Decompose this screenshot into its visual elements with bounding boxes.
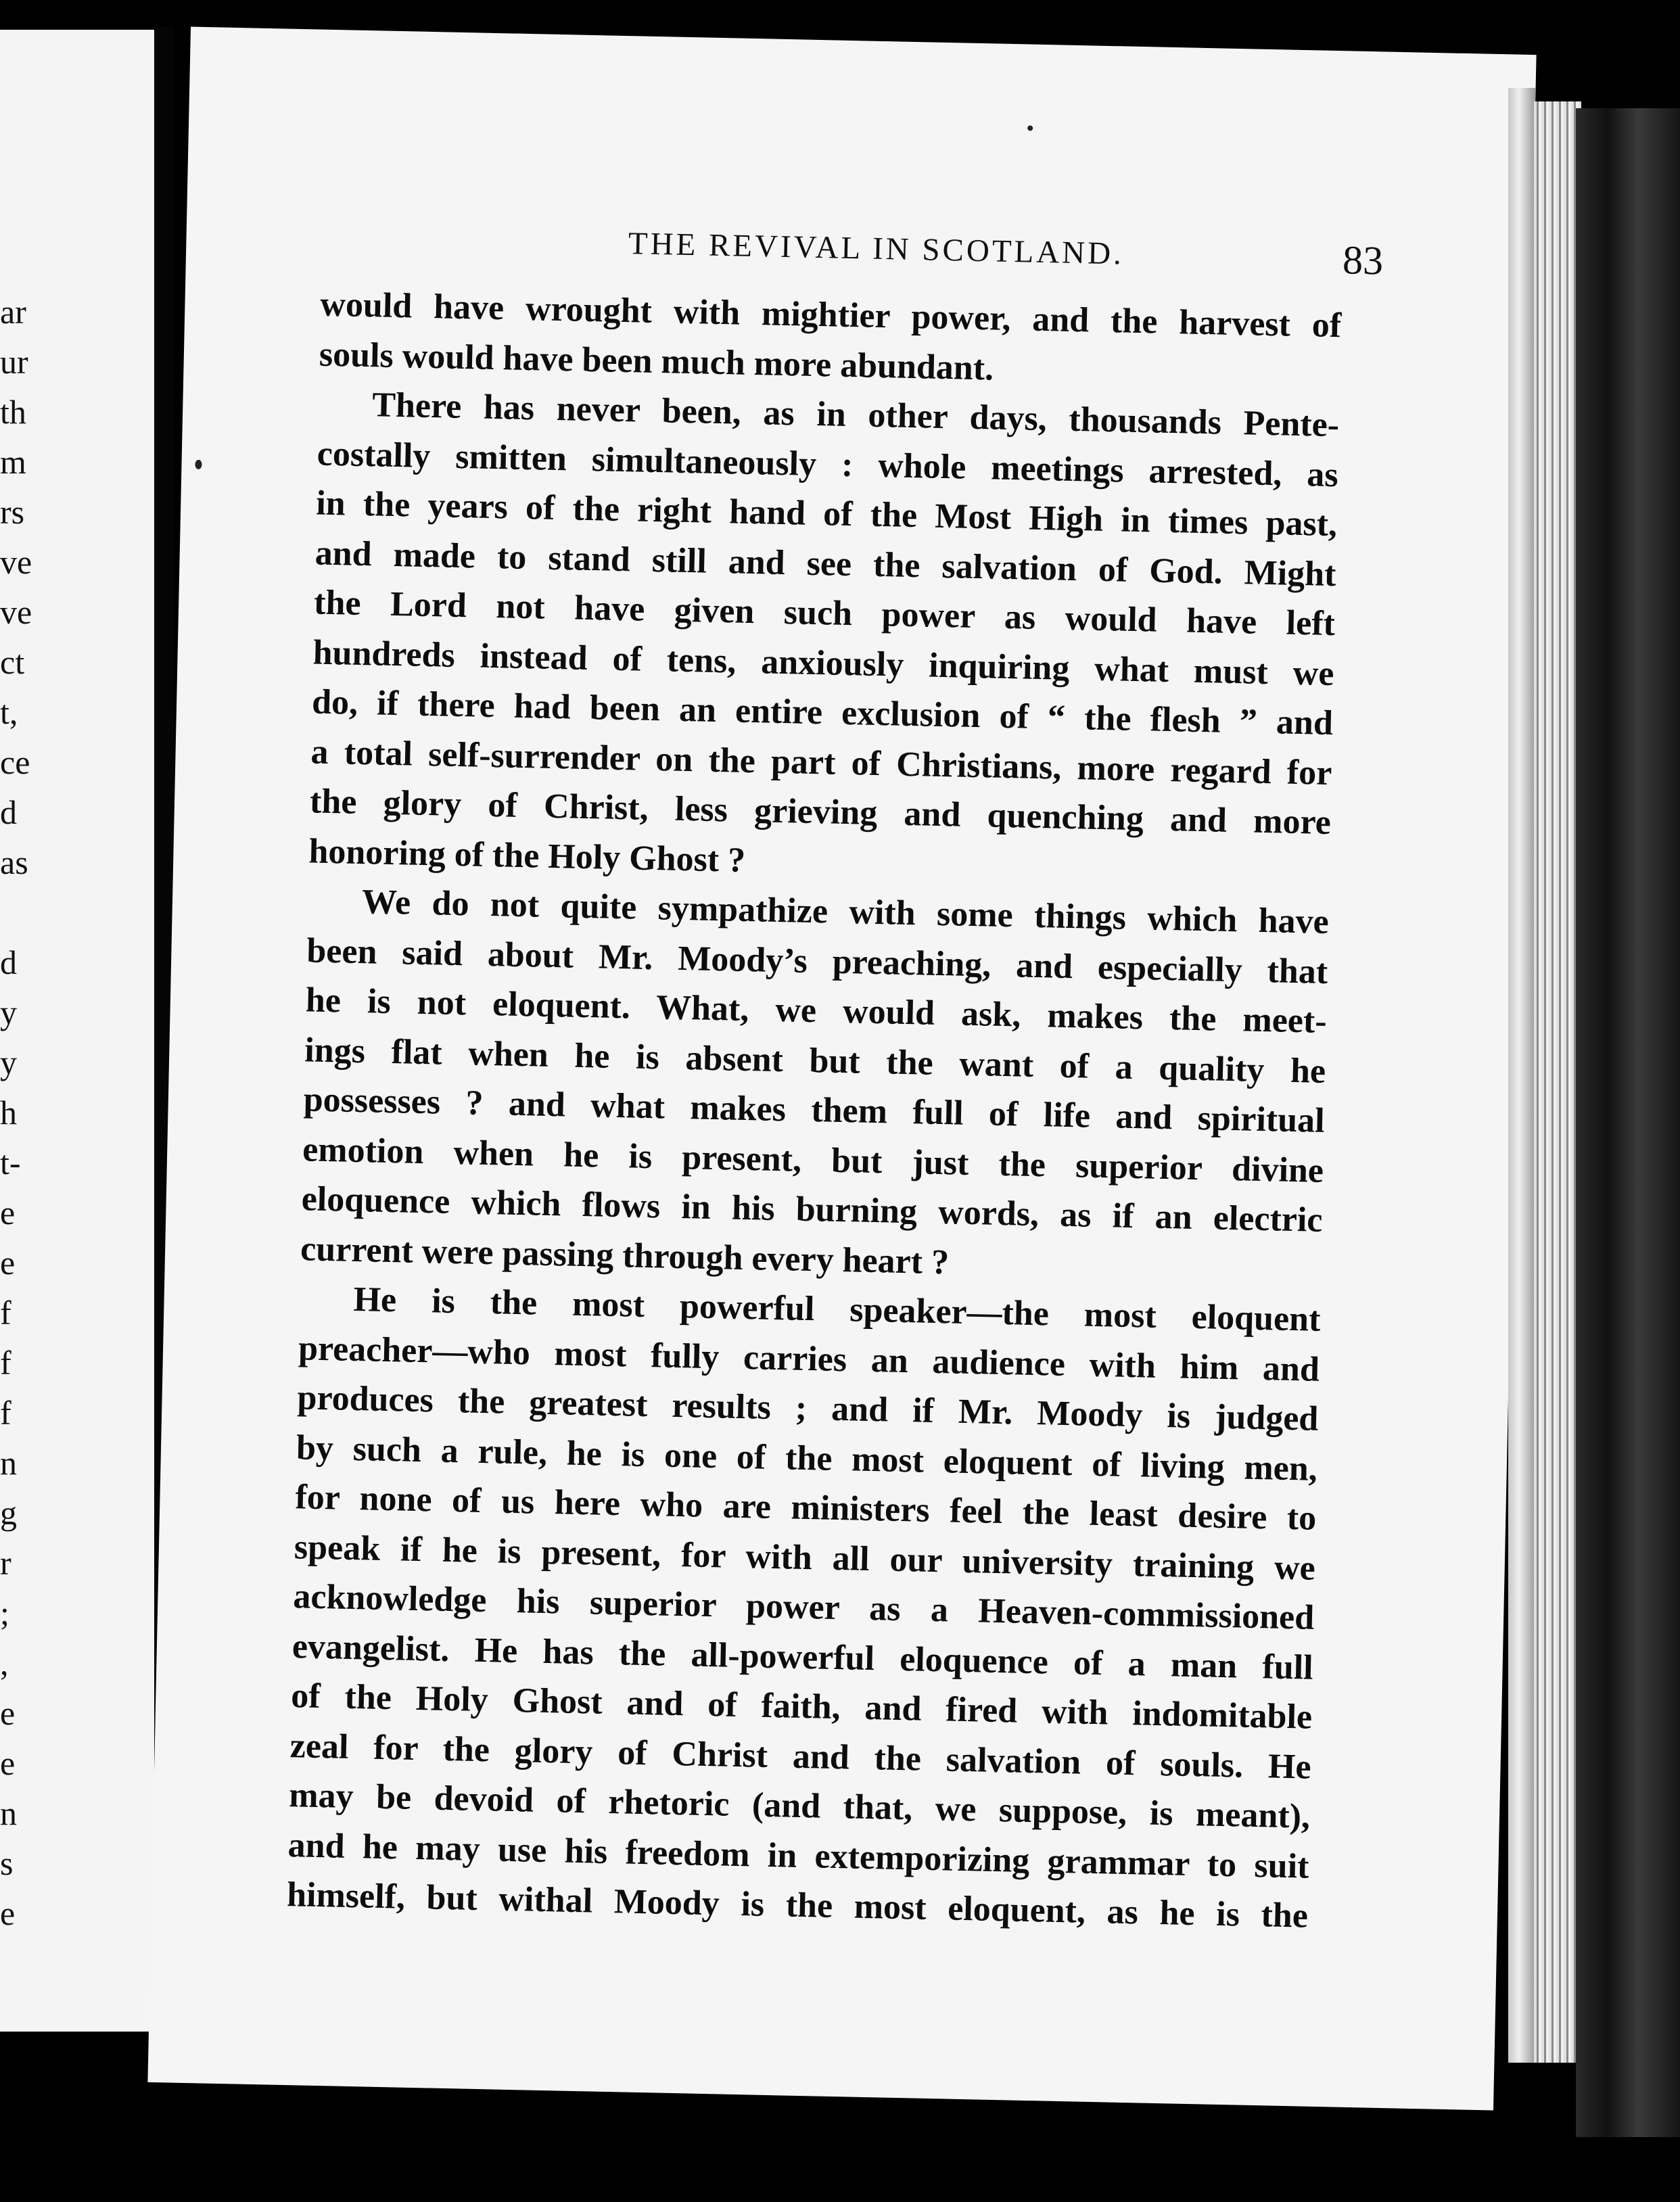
page-number: 83 bbox=[1342, 237, 1384, 283]
text-line: possesses ? and what makes them full of life and spiritual bbox=[303, 1080, 1326, 1140]
text-line: acknowledge his superior power as a Heaven-commissioned bbox=[292, 1577, 1315, 1637]
text-line: do, if there had been an entire exclusion of “ the flesh ” and bbox=[311, 682, 1334, 743]
text-line: for none of us here who are ministers feel the least desire to bbox=[294, 1478, 1317, 1538]
page bbox=[147, 26, 1536, 2110]
previous-page-fragment: , bbox=[0, 1644, 9, 1682]
text-line: been said about Mr. Moody’s preaching, and especially that bbox=[306, 931, 1328, 991]
previous-page-fragment: g bbox=[0, 1494, 17, 1532]
text-line: by such a rule, he is one of the most eloquent of living men, bbox=[296, 1428, 1318, 1489]
previous-page-fragment: e bbox=[0, 1744, 16, 1782]
text-line: There has never been, as in other days, thousands Pente- bbox=[371, 385, 1340, 445]
text-line: and he may use his freedom in extemporizing grammar to suit bbox=[287, 1825, 1310, 1886]
previous-page-fragment: r bbox=[0, 1544, 11, 1582]
text-line: may be devoid of rhetoric (and that, we suppose, is meant), bbox=[288, 1776, 1311, 1836]
previous-page-fragment: rs bbox=[0, 493, 25, 531]
body-text bbox=[286, 280, 1341, 1942]
previous-page-fragment: d bbox=[0, 943, 17, 981]
previous-page-fragment: n bbox=[0, 1794, 17, 1832]
text-line: and made to stand still and see the salvation of God. Might bbox=[314, 534, 1337, 594]
print-speck bbox=[195, 460, 202, 469]
text-line: a total self-surrender on the part of Christians, more regard for bbox=[310, 732, 1332, 793]
text-line: zeal for the glory of Christ and the salvation of souls. He bbox=[289, 1726, 1312, 1787]
previous-page-fragment: e bbox=[0, 1194, 16, 1232]
book-block-edges bbox=[1534, 101, 1581, 2063]
running-head: THE REVIVAL IN SCOTLAND. bbox=[628, 226, 1125, 272]
text-line: eloquence which flows in his burning words, as if an electric bbox=[301, 1179, 1324, 1240]
text-line: the Lord not have given such power as would have left bbox=[313, 583, 1336, 644]
previous-page-fragment: t, bbox=[0, 693, 18, 731]
text-line: emotion when he is present, but just the superior divine bbox=[302, 1129, 1324, 1190]
previous-page-fragment: s bbox=[0, 1844, 14, 1882]
text-line: produces the greatest results ; and if Mr. Moody is judged bbox=[297, 1378, 1319, 1438]
previous-page-fragment: t- bbox=[0, 1144, 21, 1181]
previous-page-fragment: ve bbox=[0, 543, 32, 581]
text-line: evangelist. He has the all-powerful eloquence of a man full bbox=[291, 1626, 1314, 1687]
text-line: would have wrought with mightier power, and the harvest of bbox=[319, 285, 1342, 346]
text-line: in the years of the right hand of the Most High in times past, bbox=[315, 484, 1338, 544]
previous-page-fragment: y bbox=[0, 993, 17, 1031]
text-line: He is the most powerful speaker—the most eloquent bbox=[353, 1280, 1321, 1339]
text-line: of the Holy Ghost and of faith, and fired with indomitable bbox=[290, 1677, 1313, 1737]
previous-page-text-fragments bbox=[0, 287, 47, 1938]
previous-page-fragment: f bbox=[0, 1294, 11, 1332]
previous-page-fragment: n bbox=[0, 1444, 17, 1482]
previous-page-fragment: ur bbox=[0, 343, 28, 381]
text-line: the glory of Christ, less grieving and quenching and more bbox=[309, 782, 1332, 843]
previous-page-fragment: e bbox=[0, 1244, 16, 1282]
previous-page-fragment: ar bbox=[0, 293, 26, 331]
text-line: himself, but withal Moody is the most eloquent, as he is the bbox=[286, 1875, 1309, 1936]
previous-page-fragment bbox=[0, 887, 47, 937]
previous-page-fragment: m bbox=[0, 443, 26, 481]
text-line: speak if he is present, for with all our university training we bbox=[294, 1527, 1316, 1588]
previous-page-fragment: as bbox=[0, 843, 28, 881]
previous-page-fragment: d bbox=[0, 793, 17, 831]
previous-page-fragment: e bbox=[0, 1694, 16, 1732]
text-line: We do not quite sympathize with some things which have bbox=[361, 883, 1330, 942]
book-cover bbox=[1576, 108, 1680, 2137]
print-speck bbox=[1027, 125, 1033, 131]
text-line: souls would have been much more abundant. bbox=[319, 335, 994, 388]
previous-page-fragment: th bbox=[0, 393, 26, 431]
text-line: hundreds instead of tens, anxiously inquiring what must we bbox=[312, 632, 1334, 693]
previous-page-fragment: ce bbox=[0, 743, 30, 781]
text-line: ings flat when he is absent but the want of a quality he bbox=[304, 1030, 1326, 1091]
text-line: preacher—who most fully carries an audience with him and bbox=[298, 1328, 1320, 1389]
previous-page-fragment: ; bbox=[0, 1594, 9, 1632]
previous-page-fragment: ct bbox=[0, 643, 25, 681]
previous-page-fragment: e bbox=[0, 1894, 16, 1932]
page-edge bbox=[1508, 88, 1535, 2063]
previous-page-fragment: f bbox=[0, 1344, 11, 1382]
text-line: current were passing through every heart ? bbox=[300, 1229, 950, 1282]
previous-page-fragment: h bbox=[0, 1094, 17, 1131]
text-line: honoring of the Holy Ghost ? bbox=[308, 831, 746, 880]
previous-page-fragment: y bbox=[0, 1044, 17, 1081]
previous-page bbox=[0, 30, 161, 2032]
previous-page-fragment: f bbox=[0, 1394, 11, 1432]
previous-page-fragment: ve bbox=[0, 593, 32, 631]
text-line: costally smitten simultaneously : whole meetings arrested, as bbox=[317, 434, 1339, 494]
text-line: he is not eloquent. What, we would ask, makes the meet- bbox=[305, 981, 1328, 1041]
